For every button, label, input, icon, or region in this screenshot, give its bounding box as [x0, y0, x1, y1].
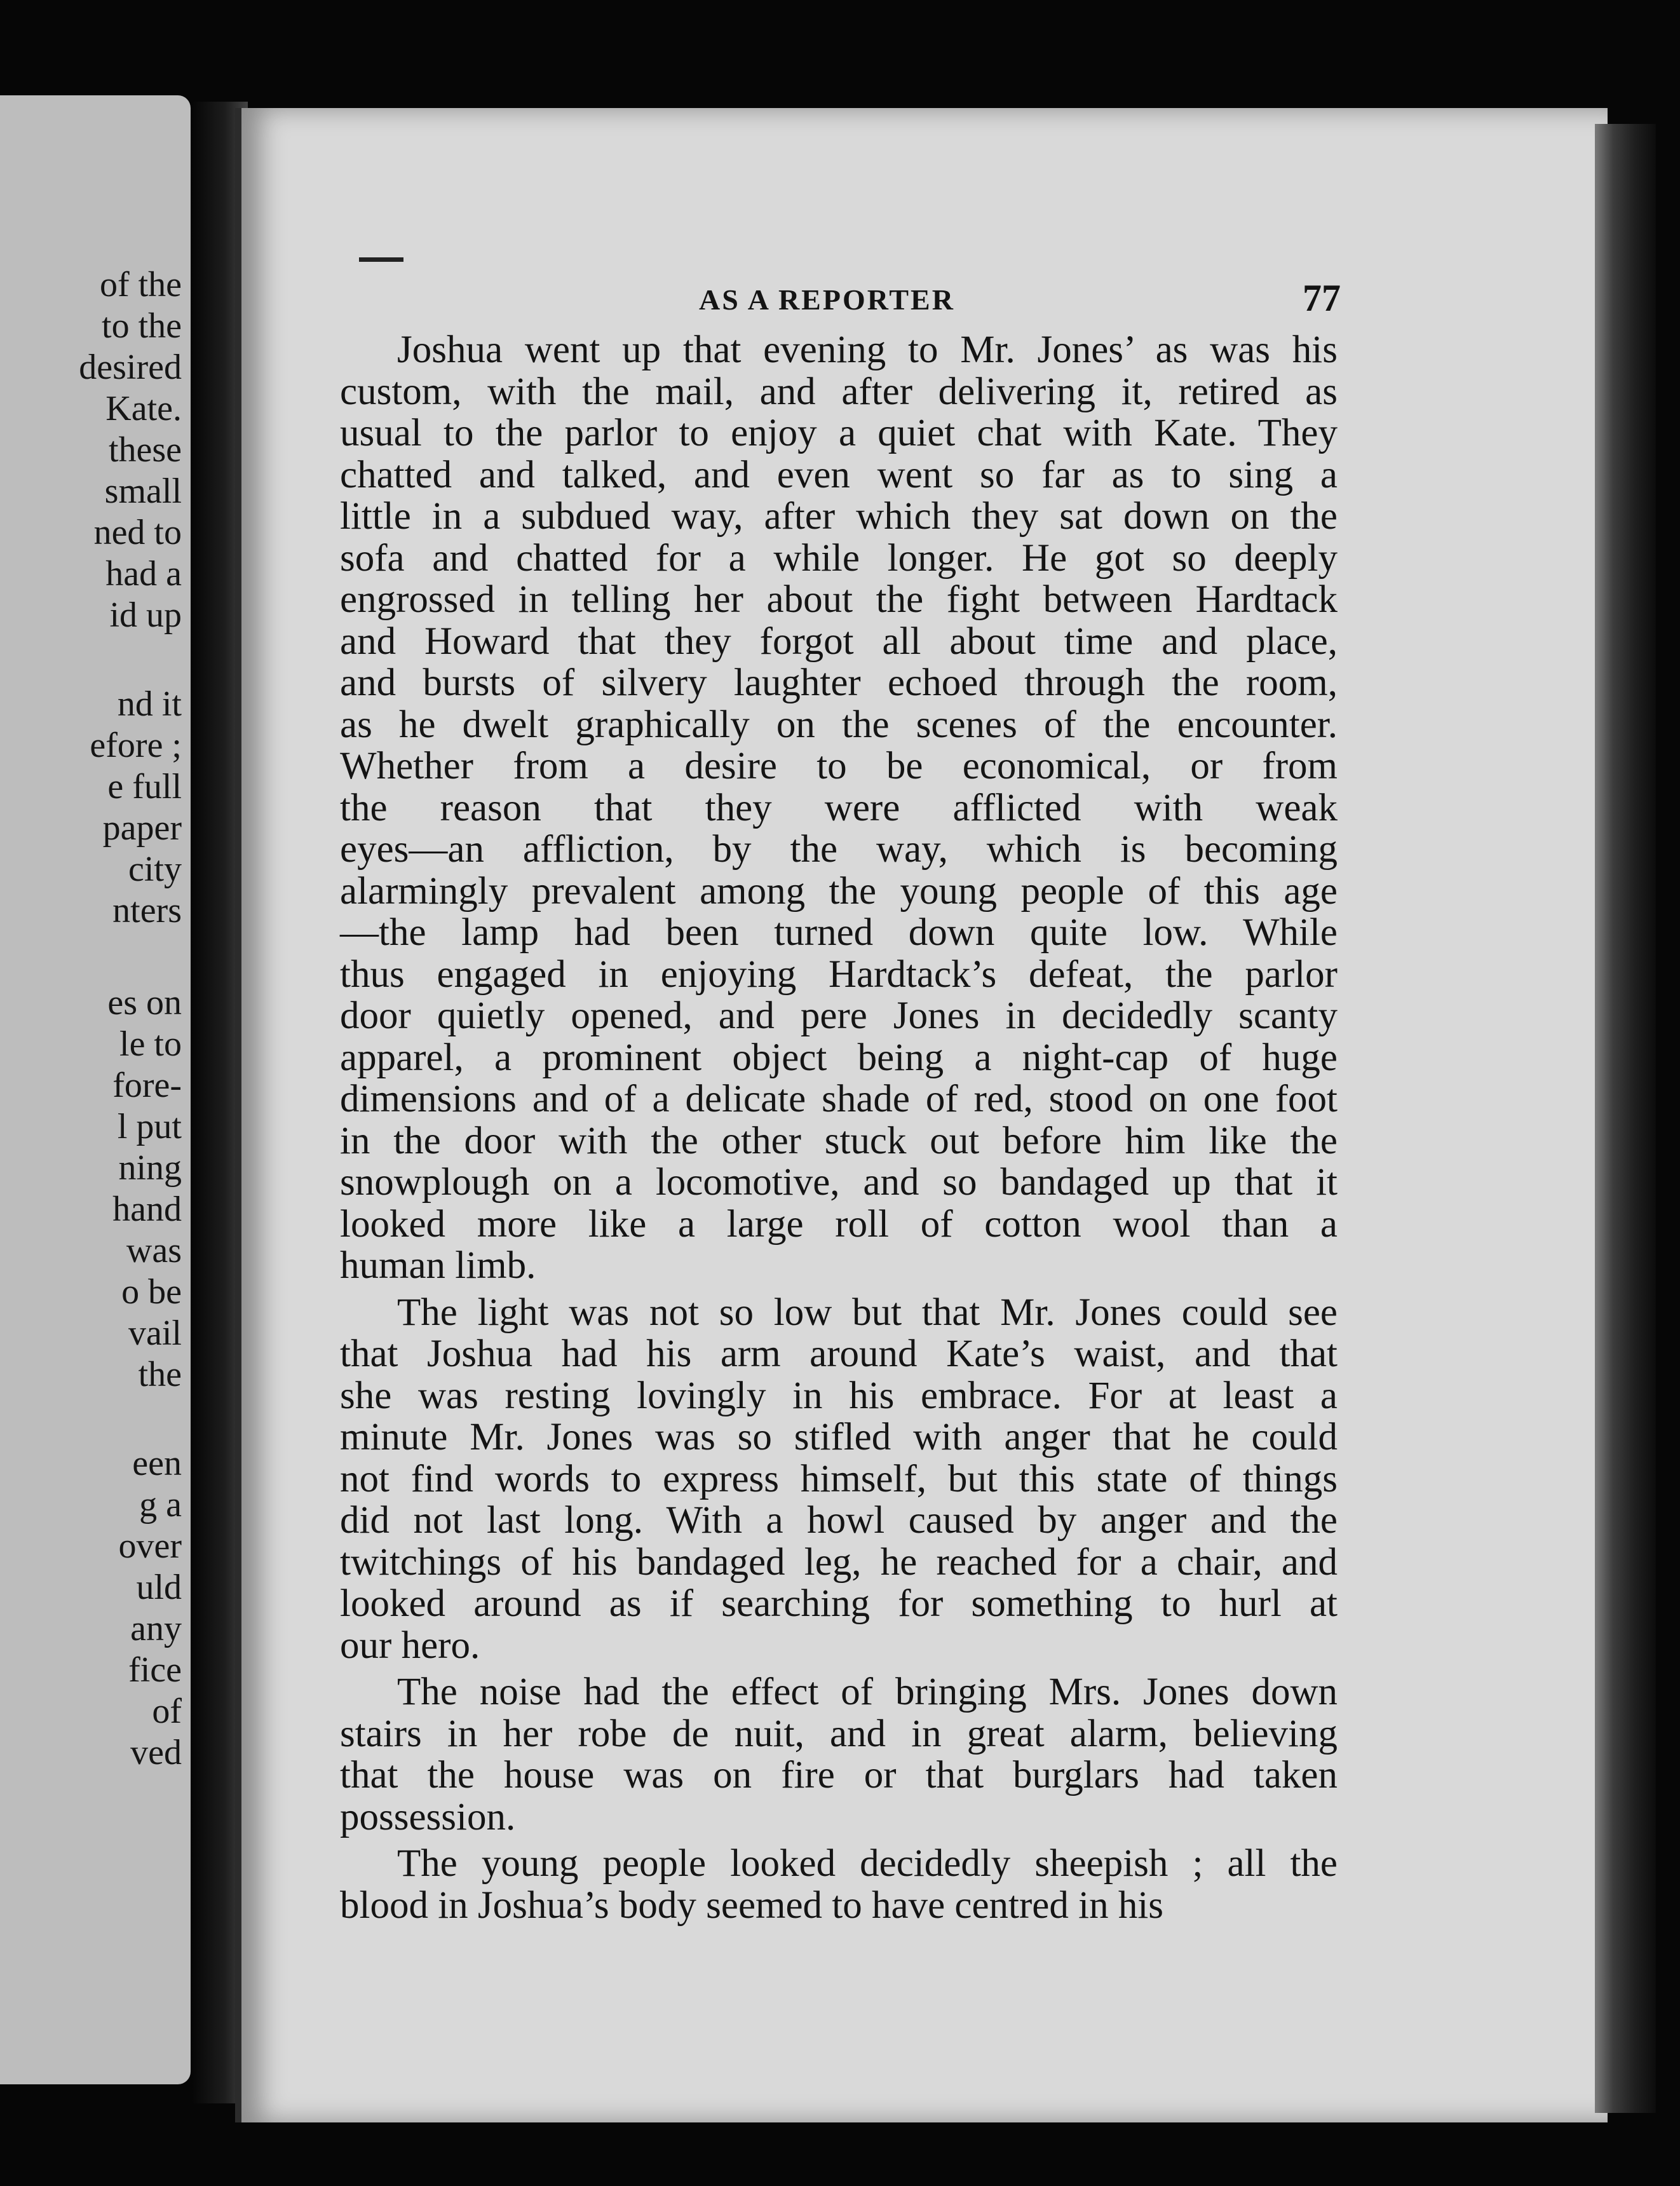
- text-line: alarmingly prevalent among the young people of this age: [340, 870, 1338, 913]
- text-line: The young people looked decidedly sheepish ; all the: [397, 1842, 1338, 1885]
- text-line: our hero.: [340, 1624, 480, 1667]
- facing-page-fragment: een: [132, 1444, 182, 1483]
- facing-page-fragment: had a: [105, 554, 182, 594]
- facing-page-fragment: any: [130, 1609, 182, 1648]
- text-line: door quietly opened, and pere Jones in decidedly scanty: [340, 995, 1338, 1037]
- facing-page-fragment: nd it: [117, 684, 182, 724]
- text-line: looked around as if searching for something to hurl at: [340, 1582, 1338, 1625]
- text-line: snowplough on a locomotive, and so bandaged up that it: [340, 1161, 1338, 1204]
- facing-page-fragment: l put: [117, 1107, 182, 1146]
- text-line: dimensions and of a delicate shade of red, stood on one foot: [340, 1078, 1338, 1120]
- facing-page-fragment: le to: [119, 1024, 182, 1064]
- facing-page-fragment: efore ;: [90, 726, 182, 765]
- facing-page-fragment: the: [138, 1355, 182, 1394]
- facing-page-fragment: fice: [128, 1650, 182, 1690]
- text-line: she was resting lovingly in his embrace. For at least a: [340, 1375, 1338, 1417]
- text-line: The noise had the effect of bringing Mrs. Jones down: [397, 1671, 1338, 1713]
- facing-page-fragment: Kate.: [105, 389, 182, 428]
- text-line: the reason that they were afflicted with weak: [340, 787, 1338, 829]
- facing-page-fragment: of: [152, 1692, 182, 1731]
- header-rule: [359, 257, 403, 262]
- facing-page-fragment: hand: [112, 1190, 182, 1229]
- text-line: sofa and chatted for a while longer. He got so deeply: [340, 537, 1338, 580]
- facing-page-fragment: ned to: [93, 513, 182, 552]
- facing-page-fragment: fore-: [112, 1066, 182, 1105]
- text-line: eyes—an affliction, by the way, which is becoming: [340, 828, 1338, 871]
- running-head: AS A REPORTER: [699, 283, 955, 316]
- text-line: blood in Joshua’s body seemed to have centred in his: [340, 1884, 1164, 1927]
- facing-page-fragment: paper: [102, 808, 182, 848]
- text-line: and bursts of silvery laughter echoed through the room,: [340, 662, 1338, 704]
- text-line: that the house was on fire or that burglars had taken: [340, 1754, 1338, 1796]
- text-line: as he dwelt graphically on the scenes of the encounter.: [340, 703, 1338, 746]
- facing-page: [0, 95, 191, 2084]
- text-line: not find words to express himself, but this state of things: [340, 1458, 1338, 1500]
- facing-page-fragment: these: [108, 430, 182, 470]
- text-line: in the door with the other stuck out before him like the: [340, 1120, 1338, 1162]
- facing-page-fragment: es on: [107, 983, 182, 1022]
- text-line: custom, with the mail, and after delivering it, retired as: [340, 370, 1338, 413]
- facing-page-fragment: o be: [121, 1272, 182, 1312]
- text-line: —the lamp had been turned down quite low. While: [340, 911, 1338, 954]
- facing-page-fragment: uld: [136, 1568, 182, 1607]
- facing-page-fragment: desired: [79, 348, 182, 387]
- page-number: 77: [1303, 277, 1341, 319]
- text-line: engrossed in telling her about the fight between Hardtack: [340, 578, 1338, 621]
- facing-page-fragment: vail: [128, 1314, 182, 1353]
- text-line: Joshua went up that evening to Mr. Jones’ as was his: [397, 329, 1338, 371]
- text-line: thus engaged in enjoying Hardtack’s defeat, the parlor: [340, 953, 1338, 996]
- facing-page-fragment: e full: [107, 767, 182, 806]
- text-line: minute Mr. Jones was so stifled with anger that he could: [340, 1416, 1338, 1458]
- text-line: did not last long. With a howl caused by anger and the: [340, 1499, 1338, 1542]
- facing-page-fragment: ning: [118, 1148, 182, 1188]
- text-line: stairs in her robe de nuit, and in great alarm, believing: [340, 1713, 1338, 1755]
- text-line: Whether from a desire to be economical, or from: [340, 745, 1338, 787]
- text-line: usual to the parlor to enjoy a quiet chat with Kate. They: [340, 412, 1338, 454]
- facing-page-fragment: over: [118, 1526, 182, 1566]
- facing-page-fragment: id up: [109, 595, 182, 635]
- facing-page-fragment: ved: [130, 1733, 182, 1772]
- text-line: human limb.: [340, 1244, 536, 1287]
- facing-page-fragment: nters: [112, 891, 182, 930]
- text-line: and Howard that they forgot all about time and place,: [340, 620, 1338, 663]
- text-line: little in a subdued way, after which they sat down on the: [340, 495, 1338, 538]
- text-line: The light was not so low but that Mr. Jones could see: [397, 1291, 1338, 1334]
- page-edge: [1595, 124, 1656, 2113]
- facing-page-fragment: of the: [99, 265, 182, 304]
- text-line: twitchings of his bandaged leg, he reached for a chair, and: [340, 1541, 1338, 1584]
- text-line: possession.: [340, 1796, 516, 1838]
- text-line: that Joshua had his arm around Kate’s waist, and that: [340, 1333, 1338, 1375]
- facing-page-fragment: g a: [139, 1485, 182, 1524]
- text-line: looked more like a large roll of cotton wool than a: [340, 1203, 1338, 1246]
- facing-page-fragment: to the: [102, 306, 182, 346]
- text-line: apparel, a prominent object being a night-cap of huge: [340, 1036, 1338, 1079]
- facing-page-fragment: city: [128, 850, 182, 889]
- text-line: chatted and talked, and even went so far as to sing a: [340, 454, 1338, 496]
- facing-page-fragment: small: [104, 472, 182, 511]
- facing-page-fragment: was: [126, 1231, 182, 1270]
